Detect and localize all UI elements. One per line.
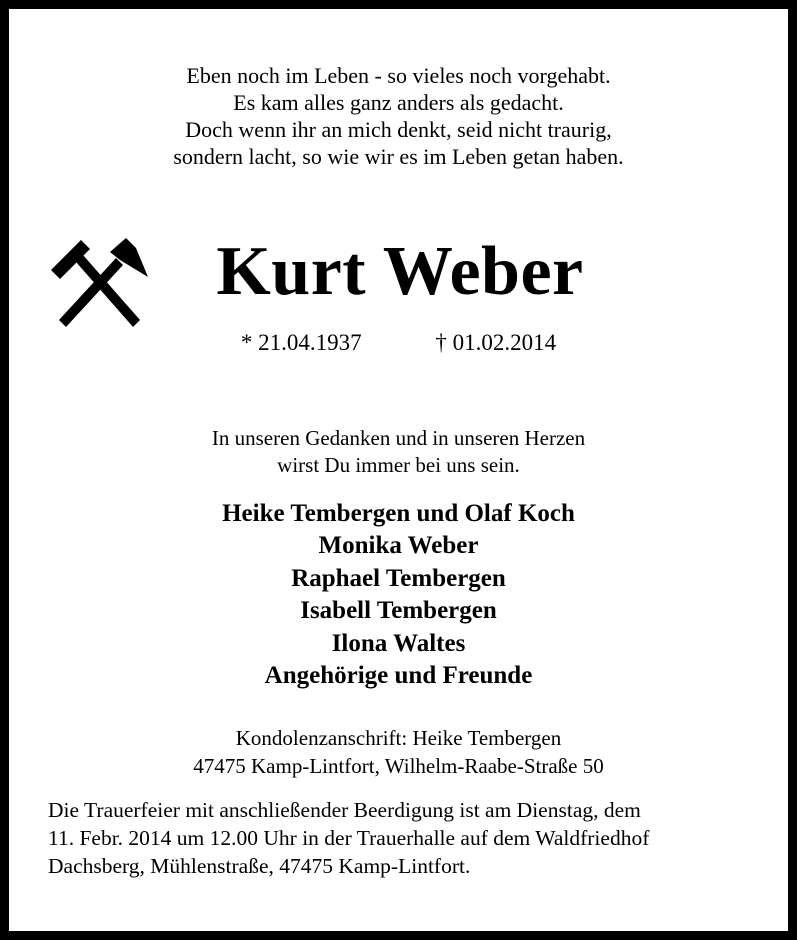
memorial-line: In unseren Gedanken und in unseren Herzen (211, 426, 586, 450)
life-dates (9, 329, 788, 357)
poem-line: Es kam alles ganz anders als gedacht. (233, 90, 564, 115)
funeral-info-line: 11. Febr. 2014 um 12.00 Uhr in der Trauerhalle auf dem Waldfriedhof (48, 826, 650, 850)
mourner: Heike Tembergen und Olaf Koch (222, 500, 575, 527)
poem-line: Doch wenn ihr an mich denkt, seid nicht traurig, (185, 117, 612, 142)
funeral-info (48, 796, 768, 880)
address-line: 47475 Kamp-Lintfort, Wilhelm-Raabe-Straße 50 (193, 754, 604, 778)
memorial-line: wirst Du immer bei uns sein. (277, 453, 520, 477)
death-date: † 01.02.2014 (435, 330, 557, 355)
hammer-and-pick-icon (48, 230, 152, 334)
mourner: Ilona Waltes (331, 629, 466, 657)
memorial-text (9, 425, 788, 479)
birth-date: * 21.04.1937 (240, 330, 362, 355)
mourner: Isabell Tembergen (300, 597, 497, 625)
mourner: Raphael Tembergen (291, 564, 506, 592)
poem-line: sondern lacht, so wie wir es im Leben getan haben. (173, 144, 624, 169)
poem (9, 62, 788, 170)
mourners-list (9, 498, 788, 692)
funeral-info-line: Die Trauerfeier mit anschließender Beerdigung ist am Dienstag, dem (48, 798, 641, 822)
address-line: Kondolenzanschrift: Heike Tembergen (235, 726, 562, 750)
funeral-info-line: Dachsberg, Mühlenstraße, 47475 Kamp-Lintfort. (48, 854, 471, 878)
mourner: Monika Weber (318, 532, 479, 560)
deceased-name: Kurt Weber (216, 233, 584, 310)
condolence-address (9, 724, 788, 780)
poem-line: Eben noch im Leben - so vieles noch vorgehabt. (186, 63, 611, 88)
mourner: Angehörige und Freunde (264, 662, 533, 690)
